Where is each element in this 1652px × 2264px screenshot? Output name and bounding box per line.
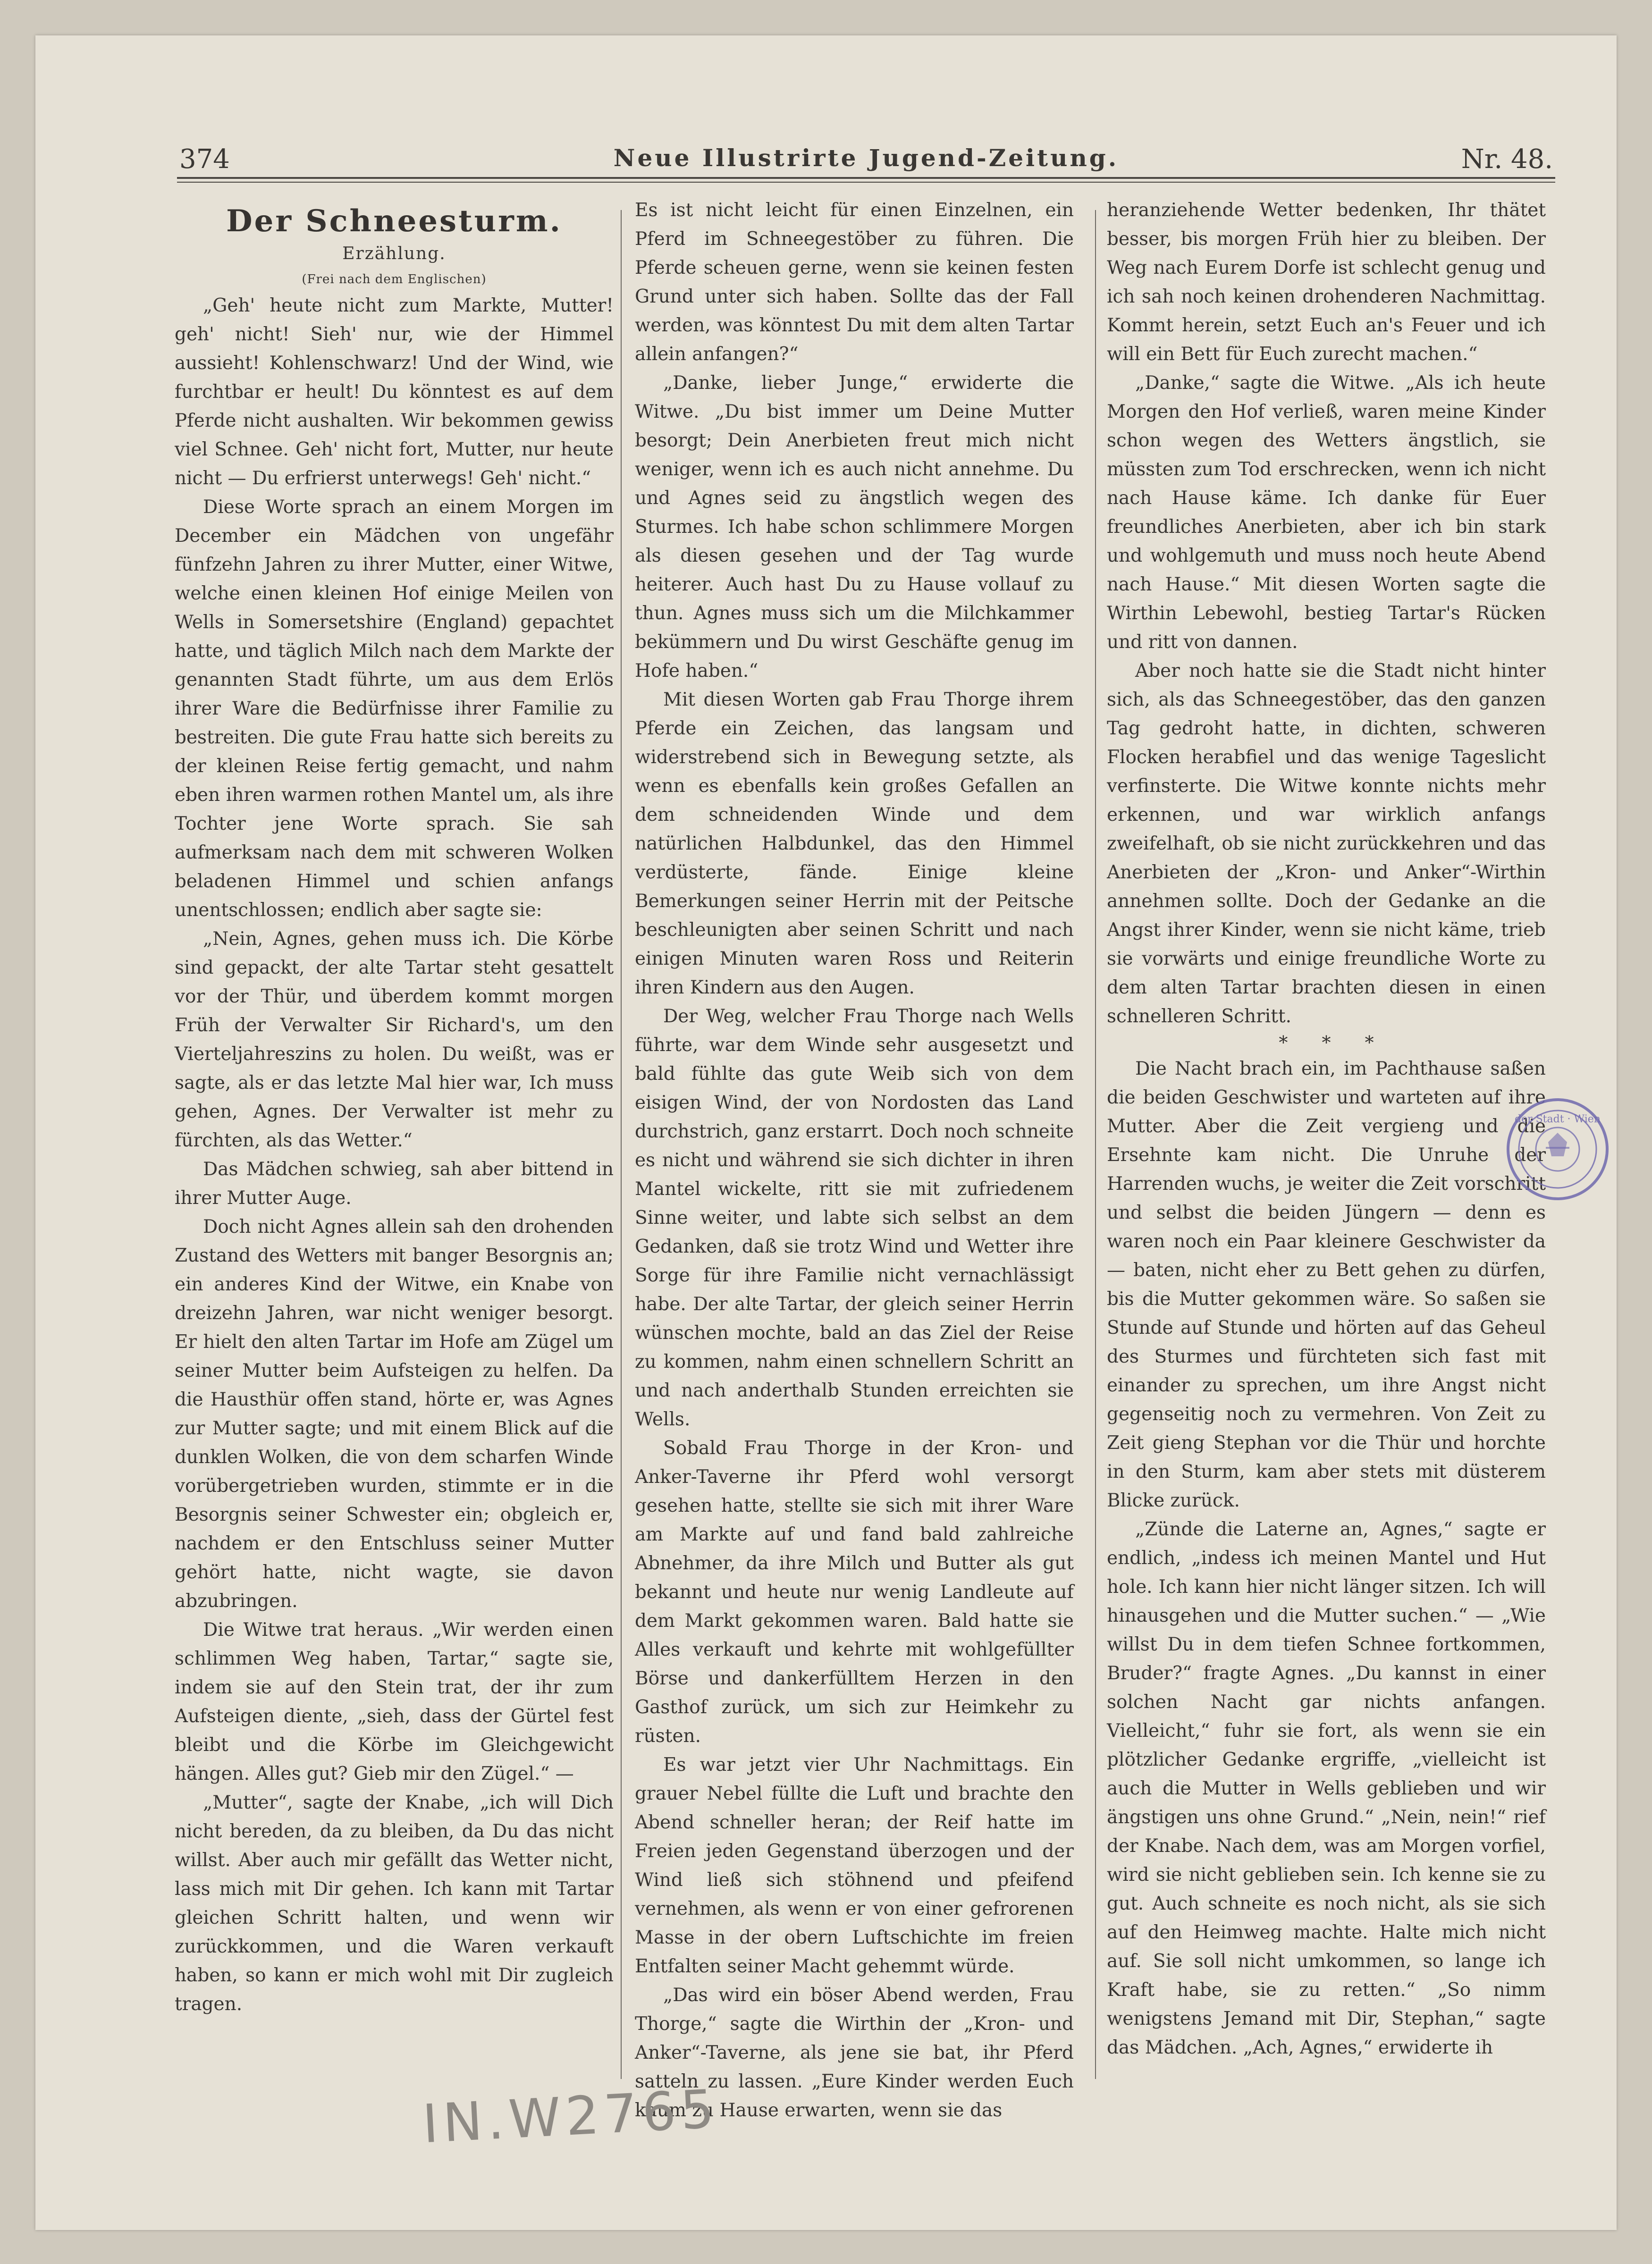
paragraph: Es ist nicht leicht für einen Einzelnen, ein Pferd im Schneegestöber zu führen. Die Pferde scheuen gerne, wenn sie keinen festen Grund unter sich haben. Sollte das der Fall werden, was könntest Du mit dem alten Tartar allein anfangen?“ — [635, 200, 1074, 365]
paragraph: „Danke,“ sagte die Witwe. „Als ich heute Morgen den Hof verließ, waren meine Kinder schon wegen des Wetters ängstlich, sie müssten zum Tod erschrecken, wenn ich nicht nach Hause käme. Ich danke für Euer freundliches Anerbieten, aber ich bin stark und wohlgemuth und muss noch heute Abend nach Hause.“ Mit diesen Worten sagte die Wirthin Lebewohl, bestieg Tartar's Rücken und ritt von dannen. — [1107, 372, 1546, 653]
paragraph: Der Weg, welcher Frau Thorge nach Wells führte, war dem Winde sehr ausgesetzt und bald fühlte das gute Weib sich von dem eisigen Wind, der von Nordosten das Land durchstrich, ganz erstarrt. Doch noch schneite es nicht und während sie sich dichter in ihren Mantel wickelte, ritt sie mit zufriedenem Sinne weiter, und labte sich selbst an dem Gedanken, daß sie trotz Wind und Wetter ihre Sorge für ihre Familie nicht vernachlässigt habe. Der alte Tartar, der gleich seiner Herrin wünschen mochte, bald an das Ziel der Reise zu kommen, nahm einen schnellern Schritt an und nach anderthalb Stunden erreichten sie Wells. — [635, 1006, 1074, 1430]
article-title: Der Schneesturm. — [226, 203, 562, 239]
paragraph: Das Mädchen schwieg, sah aber bittend in ihrer Mutter Auge. — [175, 1159, 614, 1209]
page-header — [179, 144, 1553, 177]
paragraph: heranziehende Wetter bedenken, Ihr thätet besser, bis morgen Früh hier zu bleiben. Der Weg nach Eurem Dorfe ist schlecht genug und ich sah noch keinen drohenderen Nachmittag. Kommt herein, setzt Euch an's Feuer und ich will ein Bett für Euch zurecht machen.“ — [1107, 200, 1546, 365]
paragraph: „Mutter“, sagte der Knabe, „ich will Dich nicht bereden, da zu bleiben, da Du das nicht willst. Aber auch mir gefällt das Wetter nicht, lass mich mit Dir gehen. Ich kann mit Tartar gleichen Schritt halten, und wenn wir zurückkommen, und die Waren verkauft haben, so kann er mich wohl mit Dir zugleich tragen. — [175, 1792, 614, 2015]
text-column-2 — [635, 196, 1074, 2125]
paragraph: Doch nicht Agnes allein sah den drohenden Zustand des Wetters mit banger Besorgnis an; ein anderes Kind der Witwe, ein Knabe von dreizehn Jahren, war nicht weniger besorgt. Er hielt den alten Tartar im Hofe am Zügel um seiner Mutter beim Aufsteigen zu helfen. Da die Hausthür offen stand, hörte er, was Agnes zur Mutter sagte; und mit einem Blick auf die dunklen Wolken, die von dem scharfen Winde vorübergetrieben wurden, stimmte er in die Besorgnis seiner Schwester ein; obgleich er, nachdem er den Entschluss seiner Mutter gehört hatte, nicht wagte, sie davon abzubringen. — [175, 1216, 614, 1612]
text-column-1 — [175, 196, 614, 2019]
header-rule — [177, 177, 1555, 179]
paragraph: „Danke, lieber Junge,“ erwiderte die Witwe. „Du bist immer um Deine Mutter besorgt; Dein Anerbieten freut mich nicht weniger, wenn ich es auch nicht annehme. Du und Agnes seid zu ängstlich wegen des Sturmes. Ich habe schon schlimmere Morgen als diesen gesehen und der Tag wurde heiterer. Auch hast Du zu Hause vollauf zu thun. Agnes muss sich um die Milchkammer bekümmern und Du wirst Geschäfte genug im Hofe haben.“ — [635, 372, 1074, 682]
paragraph: Mit diesen Worten gab Frau Thorge ihrem Pferde ein Zeichen, das langsam und widerstrebend sich in Bewegung setzte, als wenn es ebenfalls kein großes Gefallen an dem schneidenden Winde und dem natürlichen Halbdunkel, das den Himmel verdüsterte, fände. Einige kleine Bemerkungen seiner Herrin mit der Peitsche beschleunigten aber seinen Schritt und nach einigen Minuten waren Ross und Reiterin ihren Kindern aus den Augen. — [635, 689, 1074, 998]
publication-title: Neue Illustrirte Jugend-Zeitung. — [613, 144, 1119, 172]
paragraph: Die Witwe trat heraus. „Wir werden einen schlimmen Weg haben, Tartar,“ sagte sie, indem sie auf den Stein trat, der ihr zum Aufsteigen diente, „sieh, dass der Gürtel fest bleibt und die Körbe im Gleichgewicht hängen. Alles gut? Gieb mir den Zügel.“ — — [175, 1619, 614, 1784]
stamp-text: der Stadt · Wien — [1515, 1113, 1601, 1125]
paragraph: „Zünde die Laterne an, Agnes,“ sagte er endlich, „indess ich meinen Mantel und Hut hole. Ich kann hier nicht länger sitzen. Ich will hinausgehen und die Mutter suchen.“ — „Wie willst Du in dem tiefen Schnee fortkommen, Bruder?“ fragte Agnes. „Du kannst in einer solchen Nacht gar nichts anfangen. Vielleicht,“ fuhr sie fort, als wenn sie ein plötzlicher Gedanke ergriffe, „vielleicht ist auch die Mutter in Wells geblieben und wir ängstigen uns ohne Grund.“ „Nein, nein!“ rief der Knabe. Nach dem, was am Morgen vorfiel, wird sie nicht geblieben sein. Ich kenne sie zu gut. Auch schneite es noch nicht, als sie sich auf den Heimweg machte. Halte mich nicht auf. Sie soll nicht umkommen, so lange ich Kraft habe, sie zu retten.“ „So nimm wenigstens Jemand mit Dir, Stephan,“ sagte das Mädchen. „Ach, Agnes,“ erwiderte ih — [1107, 1519, 1546, 2058]
header-rule-thin — [177, 182, 1555, 183]
paragraph: „Das wird ein böser Abend werden, Frau Thorge,“ sagte die Wirthin der „Kron- und Anker“-Taverne, als jene sie bat, ihr Pferd satteln zu lassen. „Eure Kinder werden Euch kaum zu Hause erwarten, wenn sie das — [635, 1985, 1074, 2121]
paragraph: „Geh' heute nicht zum Markte, Mutter! geh' nicht! Sieh' nur, wie der Himmel aussieht! Kohlenschwarz! Und der Wind, wie furchtbar er heult! Du könntest es auf dem Pferde nicht aushalten. Wir bekommen gewiss viel Schnee. Geh' nicht fort, Mutter, nur heute nicht — Du erfrierst unterwegs! Geh' nicht.“ — [175, 295, 614, 489]
paragraph: Sobald Frau Thorge in der Kron- und Anker-Taverne ihr Pferd wohl versorgt gesehen hatte, stellte sie sich mit ihrer Ware am Markte auf und fand bald zahlreiche Abnehmer, da ihre Milch und Butter als gut bekannt und heute nur wenig Landleute auf dem Markt gekommen waren. Bald hatte sie Alles verkauft und kehrte mit wohlgefüllter Börse und dankerfülltem Herzen in den Gasthof zurück, um sich zur Heimkehr zu rüsten. — [635, 1438, 1074, 1747]
paragraph: Aber noch hatte sie die Stadt nicht hinter sich, als das Schneegestöber, das den ganzen Tag gedroht hatte, in dichten, schweren Flocken herabfiel und das wenige Tageslicht verfinsterte. Die Witwe konnte nichts mehr erkennen, und war wirklich anfangs zweifelhaft, ob sie nicht zurückkehren und das Anerbieten der „Kron- und Anker“-Wirthin annehmen sollte. Doch der Gedanke an die Angst ihrer Kinder, wenn sie nicht käme, trieb sie vorwärts und einige freundliche Worte zu dem alten Tartar brachten diesen in einen schnelleren Schritt. — [1107, 660, 1546, 1027]
issue-number: Nr. 48. — [1461, 144, 1553, 175]
column-separator — [1095, 210, 1096, 2079]
section-break-asterisks: * * * — [1279, 1032, 1388, 1053]
stamp-seal-icon — [1503, 1095, 1612, 1204]
text-column-3 — [1107, 196, 1546, 2062]
library-stamp — [1503, 1095, 1612, 1204]
handwritten-shelfmark: IN.W2765 — [421, 2078, 721, 2155]
article-genre: Erzählung. — [342, 244, 446, 263]
paragraph: Die Nacht brach ein, im Pachthause saßen die beiden Geschwister und warteten auf ihre Mutter. Aber die Zeit vergieng und die Ersehnte kam nicht. Die Unruhe der Harrenden wuchs, je weiter die Zeit vorschritt und selbst die beiden Jüngern — denn es waren noch ein Paar kleinere Geschwister da — baten, nicht eher zu Bett gehen zu dürfen, bis die Mutter gekommen wäre. So saßen sie Stunde auf Stunde und hörten auf das Geheul des Sturmes und fürchteten sich fast mit einander zu sprechen, um ihre Angst nicht gegenseitig noch zu vermehren. Von Zeit zu Zeit gieng Stephan vor die Thür und horchte in den Sturm, kam aber stets mit düsterem Blicke zurück. — [1107, 1058, 1546, 1511]
page-number: 374 — [179, 144, 230, 175]
article-source-note: (Frei nach dem Englischen) — [302, 272, 487, 286]
paragraph: „Nein, Agnes, gehen muss ich. Die Körbe sind gepackt, der alte Tartar steht gesattelt vor der Thür, und überdem kommt morgen Früh der Verwalter Sir Richard's, um den Vierteljahreszins zu holen. Du weißt, was er sagte, als er das letzte Mal hier war, Ich muss gehen, Agnes. Der Verwalter ist mehr zu fürchten, als das Wetter.“ — [175, 928, 614, 1151]
paragraph: Es war jetzt vier Uhr Nachmittags. Ein grauer Nebel füllte die Luft und brachte den Abend schneller heran; der Reif hatte im Freien jeden Gegenstand überzogen und der Wind ließ sich stöhnend und pfeifend vernehmen, als wenn er von einer gefrorenen Masse in der obern Luftschichte im freien Entfalten seiner Macht gehemmt würde. — [635, 1754, 1074, 1977]
paragraph: Diese Worte sprach an einem Morgen im December ein Mädchen von ungefähr fünfzehn Jahren zu ihrer Mutter, einer Witwe, welche einen kleinen Hof einige Meilen von Wells in Somersetshire (England) gepachtet hatte, und täglich Milch nach dem Markte der genannten Stadt führte, um aus dem Erlös ihrer Ware die Bedürfnisse ihrer Familie zu bestreiten. Die gute Frau hatte sich bereits zu der kleinen Reise fertig gemacht, und nahm eben ihren warmen rothen Mantel um, als ihre Tochter jene Worte sprach. Sie sah aufmerksam nach dem mit schweren Wolken beladenen Himmel und schien anfangs unentschlossen; endlich aber sagte sie: — [175, 497, 614, 921]
column-separator — [621, 210, 622, 2079]
